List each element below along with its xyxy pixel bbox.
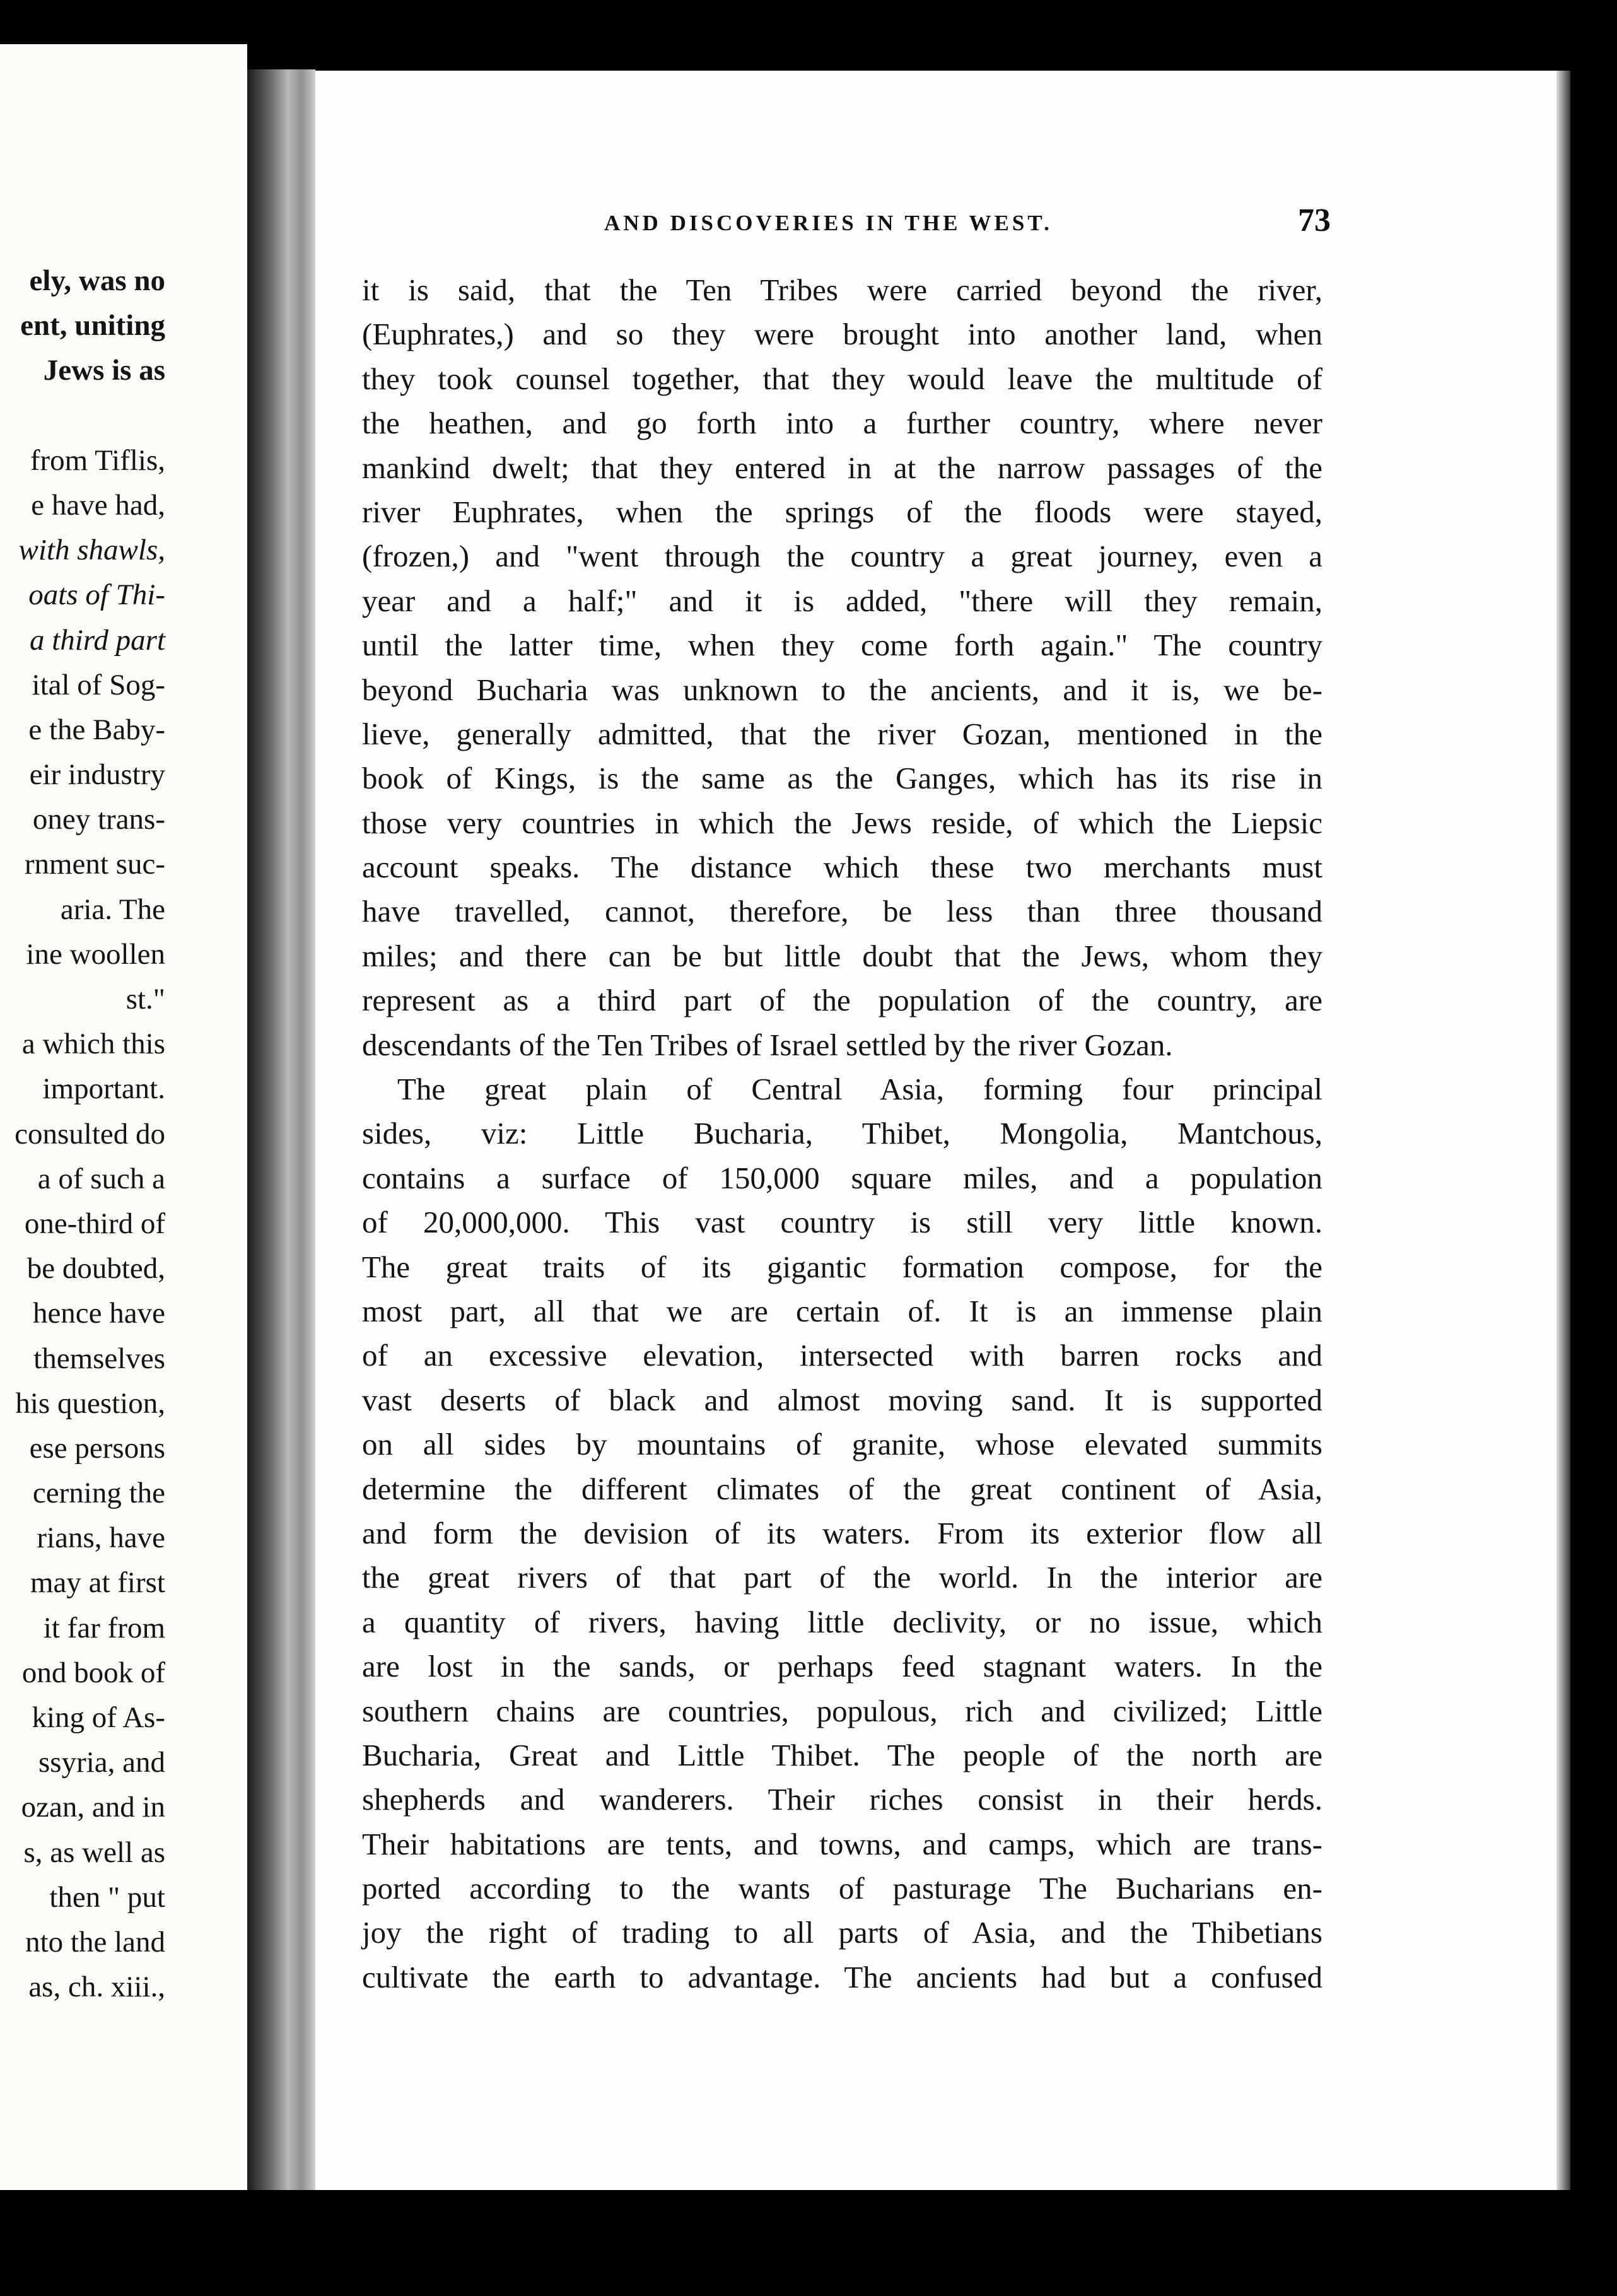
left-page-line: consulted do xyxy=(15,1117,165,1151)
left-page-line: st." xyxy=(126,983,165,1016)
left-page-line: then " put xyxy=(49,1880,165,1914)
text-line: sides, viz: Little Bucharia, Thibet, Mongolia, Mantchous, xyxy=(362,1116,1322,1151)
left-page-line: ozan, and in xyxy=(21,1791,165,1824)
text-line: until the latter time, when they come forth again." The country xyxy=(362,628,1322,663)
left-page-line: a third part xyxy=(29,623,165,657)
text-line: represent as a third part of the population of the country, are xyxy=(362,983,1322,1018)
text-line: are lost in the sands, or perhaps feed stagnant waters. In the xyxy=(362,1649,1322,1684)
text-line: of 20,000,000. This vast country is still very little known. xyxy=(362,1205,1322,1240)
text-line: of an excessive elevation, intersected with barren rocks and xyxy=(362,1338,1322,1373)
left-page-line: a of such a xyxy=(37,1162,165,1195)
left-page-line: as, ch. xiii., xyxy=(28,1971,165,2004)
left-page-line: ine woollen xyxy=(26,937,165,971)
text-line: miles; and there can be but little doubt that the Jews, whom they xyxy=(362,938,1322,973)
text-line: contains a surface of 150,000 square miles, and a population xyxy=(362,1160,1322,1195)
left-page-line: with shawls, xyxy=(18,534,165,567)
left-page-fragment xyxy=(0,44,247,2214)
left-page-line: rnment suc- xyxy=(24,848,165,881)
left-page-line: e have had, xyxy=(31,488,165,522)
left-page-line: eir industry xyxy=(29,758,165,792)
text-line: book of Kings, is the same as the Ganges, which has its rise in xyxy=(362,761,1322,796)
text-line: ported according to the wants of pasturage The Bucharians en- xyxy=(362,1871,1322,1906)
left-page-line: aria. The xyxy=(60,893,165,926)
text-line: descendants of the Ten Tribes of Israel settled by the river Gozan. xyxy=(362,1027,1173,1062)
left-page-line: s, as well as xyxy=(23,1836,165,1869)
text-line: a quantity of rivers, having little declivity, or no issue, which xyxy=(362,1604,1322,1639)
left-page-line: e the Baby- xyxy=(28,713,165,746)
body-text xyxy=(362,268,1322,2000)
left-page-line: Jews is as xyxy=(43,354,165,387)
text-line: (frozen,) and "went through the country a great journey, even a xyxy=(362,539,1322,574)
left-page-line: themselves xyxy=(33,1342,165,1375)
text-line: they took counsel together, that they would leave the multitude of xyxy=(362,361,1322,396)
right-page-edge xyxy=(1556,71,1570,2190)
left-page-line: ent, uniting xyxy=(20,309,165,343)
left-page-text xyxy=(0,259,165,2010)
text-line: The great traits of its gigantic formation compose, for the xyxy=(362,1249,1322,1284)
left-page-line: a which this xyxy=(21,1028,165,1061)
left-page-line xyxy=(0,394,165,438)
text-line: (Euphrates,) and so they were brought into another land, when xyxy=(362,317,1322,352)
text-line: account speaks. The distance which these two merchants must xyxy=(362,850,1322,885)
text-line: cultivate the earth to advantage. The ancients had but a confused xyxy=(362,1959,1322,1994)
text-line: those very countries in which the Jews reside, of which the Liepsic xyxy=(362,805,1322,840)
text-line: year and a half;" and it is added, "there will they remain, xyxy=(362,583,1322,618)
text-line: it is said, that the Ten Tribes were carried beyond the river, xyxy=(362,272,1322,307)
left-page-line: rians, have xyxy=(37,1521,165,1555)
left-page-line: oney trans- xyxy=(32,803,165,836)
text-line: Bucharia, Great and Little Thibet. The people of the north are xyxy=(362,1737,1322,1772)
left-page-line: ond book of xyxy=(21,1656,165,1689)
text-line: most part, all that we are certain of. It is an immense plain xyxy=(362,1293,1322,1328)
text-line: The great plain of Central Asia, forming four principal xyxy=(397,1072,1322,1107)
page-number: 73 xyxy=(1298,202,1331,238)
left-page-line: ital of Sog- xyxy=(32,668,165,701)
left-page-line: ely, was no xyxy=(29,264,165,297)
text-line: mankind dwelt; that they entered in at the narrow passages of the xyxy=(362,450,1322,485)
text-line: river Euphrates, when the springs of the floods were stayed, xyxy=(362,494,1322,529)
text-line: shepherds and wanderers. Their riches consist in their herds. xyxy=(362,1782,1322,1817)
left-page-line: it far from xyxy=(43,1611,165,1644)
left-page-line: important. xyxy=(42,1072,165,1106)
scan-bottom-border xyxy=(0,2190,1617,2296)
left-page-line: his question, xyxy=(15,1386,165,1420)
book-gutter-shadow xyxy=(247,69,315,2201)
text-line: Their habitations are tents, and towns, and camps, which are trans- xyxy=(362,1826,1322,1861)
text-line: determine the different climates of the great continent of Asia, xyxy=(362,1471,1322,1506)
left-page-line: from Tiflis, xyxy=(30,443,165,477)
left-page-line: ssyria, and xyxy=(38,1746,165,1779)
left-page-line: ese persons xyxy=(29,1431,165,1465)
text-line: joy the right of trading to all parts of Asia, and the Thibetians xyxy=(362,1915,1322,1950)
text-line: southern chains are countries, populous, rich and civilized; Little xyxy=(362,1693,1322,1728)
left-page-line: be doubted, xyxy=(26,1252,165,1286)
text-line: have travelled, cannot, therefore, be less than three thousand xyxy=(362,894,1322,929)
left-page-line: oats of Thi- xyxy=(28,578,165,612)
left-page-line: hence have xyxy=(32,1297,165,1330)
text-line: and form the devision of its waters. From its exterior flow all xyxy=(362,1515,1322,1550)
left-page-line: may at first xyxy=(30,1566,165,1600)
text-line: the great rivers of that part of the world. In the interior are xyxy=(362,1560,1322,1595)
left-page-line: king of As- xyxy=(32,1701,165,1734)
left-page-line: one-third of xyxy=(24,1207,165,1240)
running-head: AND DISCOVERIES IN THE WEST. xyxy=(604,211,1053,235)
text-line: on all sides by mountains of granite, whose elevated summits xyxy=(362,1427,1322,1462)
text-line: vast deserts of black and almost moving sand. It is supported xyxy=(362,1382,1322,1417)
text-line: lieve, generally admitted, that the river Gozan, mentioned in the xyxy=(362,716,1322,751)
left-page-line: nto the land xyxy=(25,1925,165,1959)
text-line: the heathen, and go forth into a further country, where never xyxy=(362,406,1322,441)
text-line: beyond Bucharia was unknown to the ancients, and it is, we be- xyxy=(362,672,1322,707)
left-page-line: cerning the xyxy=(32,1477,165,1510)
